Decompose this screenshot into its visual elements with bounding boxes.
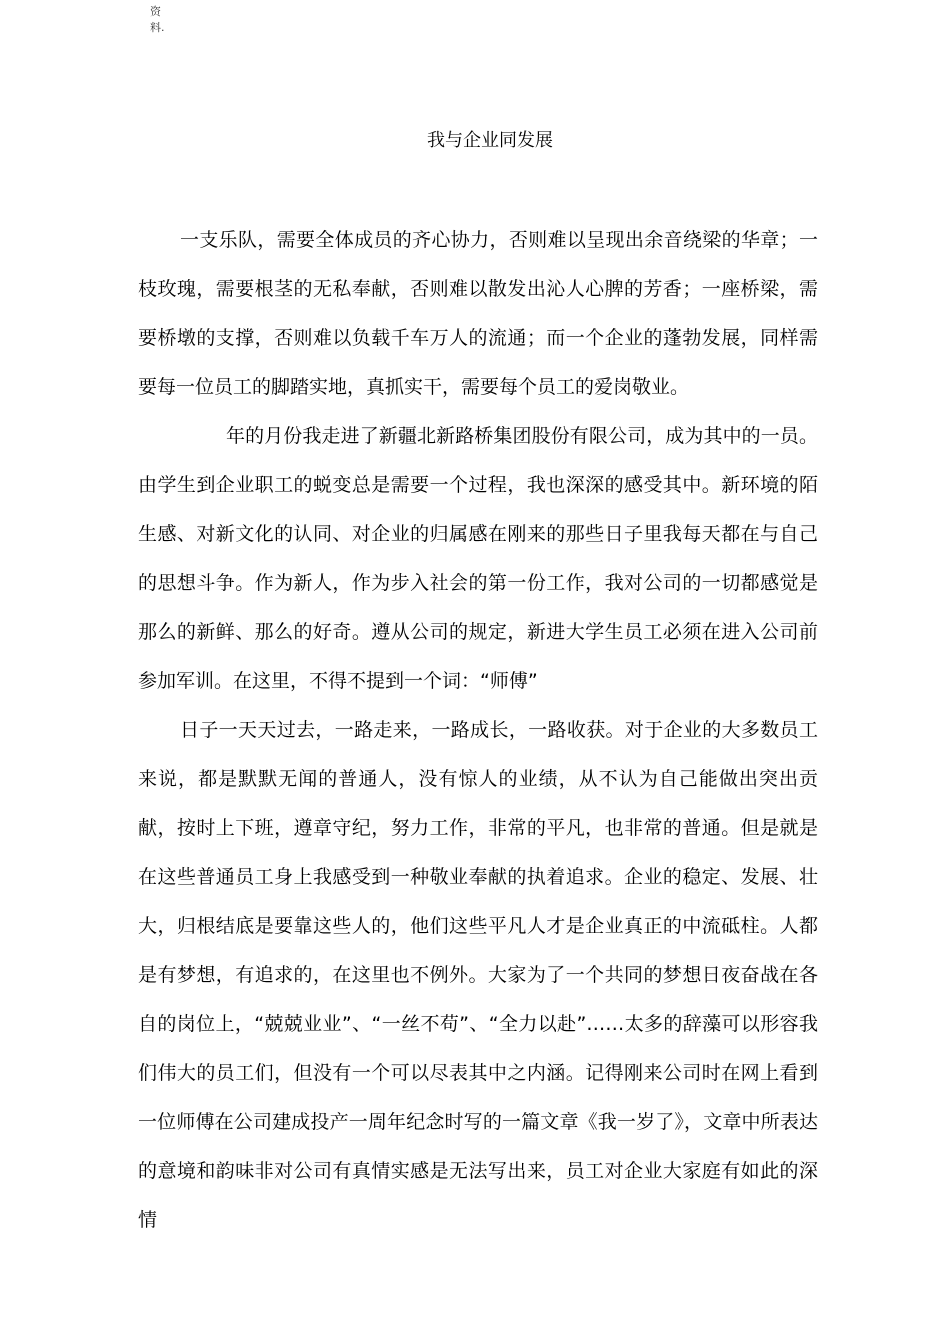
- document-title: 我与企业同发展: [427, 130, 553, 151]
- header-note-line-2: 料.: [150, 21, 165, 34]
- header-note: [150, 4, 174, 36]
- document-body: [138, 216, 818, 1245]
- paragraph-2: 年的月份我走进了新疆北新路桥集团股份有限公司，成为其中的一员。由学生到企业职工的蜕变总是需要一个过程，我也深深的感受其中。新环境的陌生感、对新文化的认同、对企业的归属感在刚来的那些日子里我每天都在与自己的思想斗争。作为新人，作为步入社会的第一份工作，我对公司的一切都感觉是那么的新鲜、那么的好奇。遵从公司的规定，新进大学生员工必须在进入公司前参加军训。在这里，不得不提到一个词：“师傅”: [138, 425, 818, 692]
- paragraph-3: 日子一天天过去，一路走来，一路成长，一路收获。对于企业的大多数员工来说，都是默默无闻的普通人，没有惊人的业绩，从不认为自己能做出突出贡献，按时上下班，遵章守纪，努力工作，非常的平凡，也非常的普通。但是就是在这些普通员工身上我感受到一种敬业奉献的执着追求。企业的稳定、发展、壮大，归根结底是要靠这些人的，他们这些平凡人才是企业真正的中流砥柱。人都是有梦想，有追求的，在这里也不例外。大家为了一个共同的梦想日夜奋战在各自的岗位上，“兢兢业业”、“一丝不苟”、“全力以赴”……太多的辞藻可以形容我们伟大的员工们，但没有一个可以尽表其中之内涵。记得刚来公司时在网上看到一位师傅在公司建成投产一周年纪念时写的一篇文章《我一岁了》，文章中所表达的意境和韵味非对公司有真情实感是无法写出来，员工对企业大家庭有如此的深情: [138, 719, 818, 1231]
- paragraph-1: 一支乐队，需要全体成员的齐心协力，否则难以呈现出余音绕梁的华章；一枝玫瑰，需要根茎的无私奉献，否则难以散发出沁人心脾的芳香；一座桥梁，需要桥墩的支撑，否则难以负载千车万人的流通；而一个企业的蓬勃发展，同样需要每一位员工的脚踏实地，真抓实干，需要每个员工的爱岗敬业。: [138, 229, 818, 398]
- header-note-line-1: 资: [150, 5, 161, 18]
